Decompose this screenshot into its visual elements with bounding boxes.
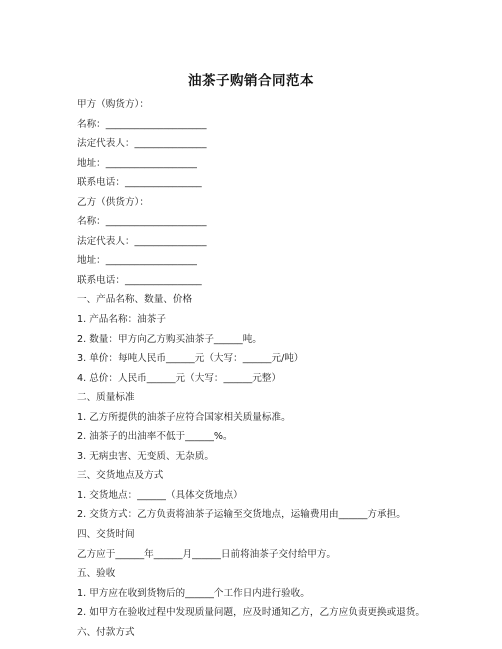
clause-total-price: 4. 总价：人民币______元（大写：______元整） <box>77 372 282 384</box>
field-party-b-name: 名称：_____________________ <box>77 216 207 228</box>
section-heading-quality: 二、质量标准 <box>77 392 135 404</box>
field-party-a-name: 名称：_____________________ <box>77 118 207 130</box>
document-title: 油茶子购销合同范本 <box>188 73 314 89</box>
clause-no-defects: 3. 无病虫害、无变质、无杂质。 <box>77 450 214 462</box>
clause-acceptance-period: 1. 甲方应在收到货物后的______个工作日内进行验收。 <box>77 587 310 599</box>
contract-body <box>77 95 477 642</box>
clause-delivery-place: 1. 交货地点：______（具体交货地点） <box>77 489 243 501</box>
clause-delivery-method: 2. 交货方式：乙方负责将油茶子运输至交货地点，运输费用由______方承担。 <box>77 509 406 521</box>
field-party-a-phone: 联系电话：________________ <box>77 177 202 189</box>
clause-quality-issue: 2. 如甲方在验收过程中发现质量问题，应及时通知乙方，乙方应负责更换或退货。 <box>77 607 425 619</box>
section-heading-delivery-place: 三、交货地点及方式 <box>77 470 164 482</box>
field-party-a-legal-rep: 法定代表人：_______________ <box>77 138 207 150</box>
section-heading-product: 一、产品名称、数量、价格 <box>77 294 193 306</box>
clause-quality-standard: 1. 乙方所提供的油茶子应符合国家相关质量标准。 <box>77 411 291 423</box>
field-party-b-phone: 联系电话：________________ <box>77 274 202 286</box>
section-heading-party-b: 乙方（供货方）： <box>77 196 149 208</box>
clause-quantity: 2. 数量：甲方向乙方购买油茶子______吨。 <box>77 333 262 345</box>
field-party-b-address: 地址：___________________ <box>77 255 197 267</box>
field-party-a-address: 地址：___________________ <box>77 157 197 169</box>
field-party-b-legal-rep: 法定代表人：_______________ <box>77 235 207 247</box>
section-heading-party-a: 甲方（购货方）： <box>77 99 149 110</box>
clause-unit-price: 3. 单价：每吨人民币______元（大写：______元/吨） <box>77 353 304 365</box>
clause-oil-yield: 2. 油茶子的出油率不低于______%。 <box>77 431 233 443</box>
section-heading-payment: 六、付款方式 <box>77 626 135 638</box>
section-heading-delivery-time: 四、交货时间 <box>77 529 135 541</box>
section-heading-acceptance: 五、验收 <box>77 568 116 580</box>
clause-product-name: 1. 产品名称：油茶子 <box>77 314 166 326</box>
clause-delivery-time: 乙方应于______年______月______日前将油茶子交付给甲方。 <box>77 548 337 560</box>
